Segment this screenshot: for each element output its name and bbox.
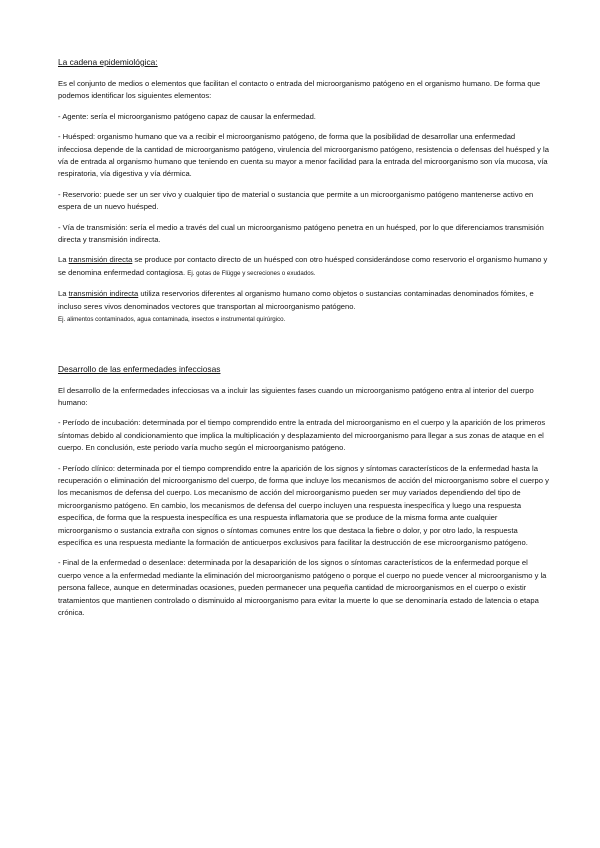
- paragraph-agente: - Agente: sería el microorganismo patógeno capaz de causar la enfermedad.: [58, 111, 316, 121]
- term-transmision-directa: transmisión directa: [68, 255, 133, 265]
- paragraph-huesped: - Huésped: organismo humano que va a recibir el microorganismo patógeno, de forma que la posibilidad de desarrollar una enfermedad infecciosa depende de la cantidad de microorganismo patógeno, virulencia del microorganismo patógeno, resistencia o defensas del huésped y la vía de entrada al organismo humano que teniendo en cuenta su mayor a menor facilidad para la entrada del microorganismo son vía mucosa, vía respiratoria, vía digestiva y vía dérmica.: [58, 132, 549, 179]
- paragraph-reservorio: - Reservorio: puede ser un ser vivo y cualquier tipo de material o sustancia que permite a un microorganismo patógeno mantenerse activo en espera de un nuevo huésped.: [58, 189, 534, 212]
- text-body: se produce por contacto directo de un huésped con otro huésped considerándose como reservorio el organismo humano y se denomina enfermedad contagiosa.: [58, 255, 548, 277]
- text-prefix: La: [58, 255, 69, 265]
- paragraph-transmision-directa: [58, 254, 550, 280]
- term-transmision-indirecta: transmisión indirecta: [68, 289, 139, 299]
- example-indirecta: Ej. alimentos contaminados, agua contaminada, insectos e instrumental quirúrgico.: [58, 316, 286, 324]
- paragraph-intro-desarrollo: El desarrollo de la enfermedades infecciosas va a incluir las siguientes fases cuando un microorganismo patógeno entra al interior del cuerpo humano:: [58, 385, 534, 407]
- text-body: utiliza reservorios diferentes al organismo humano como objetos o sustancias contaminadas denominados fómites, e incluso seres vivos denominados vectores que transportan al microorganismo patógeno.: [58, 289, 534, 311]
- section-spacer: [58, 335, 550, 363]
- section-title-cadena: La cadena epidemiológica:: [58, 57, 158, 67]
- paragraph-final: - Final de la enfermedad o desenlace: determinada por la desaparición de los signos o síntomas característicos de la enfermedad porque el cuerpo vence a la enfermedad mediante la eliminación del microorganismo patógeno o porque el cuerpo no puede vencer al microorganismo y la persona fallece, aunque en determinadas ocasiones, pueden permanecer una pequeña cantidad de microorganismos en el cuerpo o existir tratamientos que mantienen controlado o disminuido al microorganismo para evitar la muerte lo que se denominaría estado de latencia o etapa crónica.: [58, 558, 547, 617]
- paragraph-intro-cadena: Es el conjunto de medios o elementos que facilitan el contacto o entrada del microorganismo patógeno en el organismo humano. De forma que podemos identificar los siguientes elementos:: [58, 79, 541, 101]
- paragraph-incubacion: - Período de incubación: determinada por el tiempo comprendido entre la entrada del microorganismo en el cuerpo y la aparición de los primeros síntomas debido al condicionamiento que implica la multiplicación y desplazamiento del microorganismo para llegar a sus zonas de ataque en el cuerpo. En conclusión, este periodo varía mucho según el microorganismo patógeno.: [58, 418, 546, 453]
- section-title-desarrollo: Desarrollo de las enfermedades infecciosas: [58, 363, 221, 374]
- paragraph-clinico: - Período clínico: determinada por el tiempo comprendido entre la aparición de los signos y síntomas característicos de la enfermedad hasta la recuperación o eliminación del microorganismo del cuerpo, de forma que incluye los mecanismos de acción del microorganismo sobre el cuerpo y los mecanismos de defensa del cuerpo. Los mecanismo de acción del microorganismo pueden ser muy variados dependiendo del tipo de microorganismo patógeno. En cambio, los mecanismos de defensa del cuerpo incluyen una respuesta inespecífica y luego una respuesta específica, de forma que la respuesta inespecífica es una respuesta inflamatoria que se produce de la misma forma ante cualquier microorganismo o sustancia extraña con signos o síntomas comunes entre los que destaca la fiebre o dolor, y por otro lado, la respuesta específica es una respuesta mediante la formación de anticuerpos exclusivos para facilitar la destrucción de ese microorganismo patógeno.: [58, 463, 549, 547]
- paragraph-via-transmision: - Vía de transmisión: sería el medio a través del cual un microorganismo patógeno penetra en un huésped, por lo que diferenciamos transmisión directa y transmisión indirecta.: [58, 222, 544, 245]
- example-directa: Ej. gotas de Flügge y secreciones o exudados.: [187, 269, 316, 277]
- paragraph-transmision-indirecta: [58, 288, 550, 326]
- text-prefix: La: [58, 289, 69, 299]
